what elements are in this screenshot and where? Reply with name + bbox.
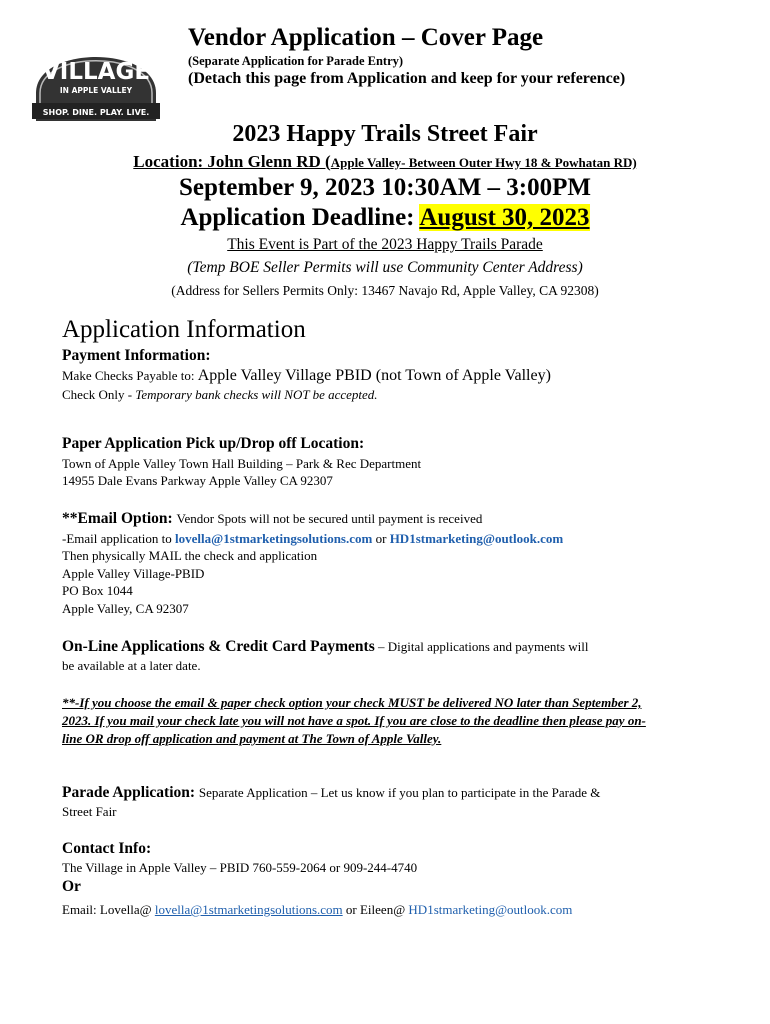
logo-line1: THE: [84, 43, 108, 54]
event-location: [0, 152, 770, 172]
header-subtitle-1: (Separate Application for Parade Entry): [188, 54, 404, 68]
parade-heading: [62, 784, 600, 802]
check-only-prefix: Check Only -: [62, 387, 136, 402]
contact-or: Or: [62, 878, 81, 895]
location-label: Location: John Glenn RD (: [133, 152, 331, 171]
contact-email-link-lovella[interactable]: lovella@1stmarketingsolutions.com: [154, 902, 343, 917]
email-option-label: **Email Option:: [62, 510, 177, 527]
logo-line2: VILLAGE: [41, 59, 151, 85]
paper-line-2: 14955 Dale Evans Parkway Apple Valley CA 92307: [62, 473, 333, 488]
email-or: or: [372, 531, 390, 546]
header-subtitle-2: (Detach this page from Application and keep for your reference): [188, 70, 626, 87]
event-date-time: September 9, 2023 10:30AM – 3:00PM: [179, 174, 591, 201]
online-heading: [62, 638, 589, 656]
sellers-address: (Address for Sellers Permits Only: 13467 Navajo Rd, Apple Valley, CA 92308): [171, 283, 599, 298]
late-check-warning: **-If you choose the email & paper check option your check MUST be delivered NO later than September 2, 2023. If you mail your check late you will not have a spot. If you are close to the deadline then please pay on-line OR drop off application and payment at The Town of Apple Valley.: [62, 695, 646, 746]
checks-payable: [62, 367, 551, 385]
deadline-date: August 30, 2023: [419, 204, 590, 231]
application-deadline: [0, 204, 770, 232]
application-info-heading: Application Information: [62, 316, 306, 343]
contact-phone: The Village in Apple Valley – PBID 760-559-2064 or 909-244-4740: [62, 860, 418, 875]
email-line-4: PO Box 1044: [62, 583, 133, 598]
contact-heading: Contact Info:: [62, 840, 152, 857]
online-line-2: be available at a later date.: [62, 658, 201, 673]
checks-prefix: Make Checks Payable to:: [62, 368, 198, 383]
email-line-3: Apple Valley Village-PBID: [62, 566, 205, 581]
contact-email-mid: or Eileen@: [342, 902, 409, 917]
paper-heading: Paper Application Pick up/Drop off Location:: [62, 435, 365, 452]
online-note: – Digital applications and payments will: [374, 639, 589, 654]
page-title: Vendor Application – Cover Page: [188, 24, 544, 51]
paper-line-1: Town of Apple Valley Town Hall Building – Park & Rec Department: [62, 456, 422, 471]
village-logo: [30, 23, 162, 121]
email-link-lovella[interactable]: lovella@1stmarketingsolutions.com: [175, 531, 373, 546]
check-only-detail: Temporary bank checks will NOT be accepted.: [135, 387, 378, 402]
logo-tagline: SHOP. DINE. PLAY. LIVE.: [42, 108, 150, 117]
logo-line3: IN APPLE VALLEY: [59, 86, 133, 95]
email-line-5: Apple Valley, CA 92307: [62, 601, 189, 616]
deadline-label: Application Deadline:: [180, 204, 420, 231]
contact-email: [62, 902, 572, 918]
parade-note-text: Separate Application – Let us know if you plan to participate in the Parade &: [198, 785, 601, 800]
email-line-1: [62, 531, 563, 547]
email-link-hd1st[interactable]: HD1stmarketing@outlook.com: [389, 531, 564, 546]
checks-payee: Apple Valley Village PBID (not Town of Apple Valley): [197, 367, 551, 384]
parade-label: Parade Application:: [62, 784, 199, 801]
email-line-2: Then physically MAIL the check and application: [62, 548, 318, 563]
online-label: On-Line Applications & Credit Card Payments: [62, 638, 375, 655]
payment-info-heading: Payment Information:: [62, 347, 211, 364]
parade-line-2: Street Fair: [62, 804, 117, 819]
contact-email-link-hd1st[interactable]: HD1stmarketing@outlook.com: [408, 902, 573, 917]
parade-note: This Event is Part of the 2023 Happy Trails Parade: [227, 236, 543, 253]
email-line-prefix: -Email application to: [62, 531, 175, 546]
event-title: 2023 Happy Trails Street Fair: [232, 121, 538, 147]
temp-boe-note: (Temp BOE Seller Permits will use Community Center Address): [187, 259, 583, 276]
location-detail: Apple Valley- Between Outer Hwy 18 & Powhatan RD): [330, 155, 637, 170]
email-option-heading: [62, 510, 482, 528]
contact-email-prefix: Email: Lovella@: [62, 902, 155, 917]
email-option-note: Vendor Spots will not be secured until payment is received: [176, 511, 483, 526]
check-only-note: [62, 387, 378, 403]
